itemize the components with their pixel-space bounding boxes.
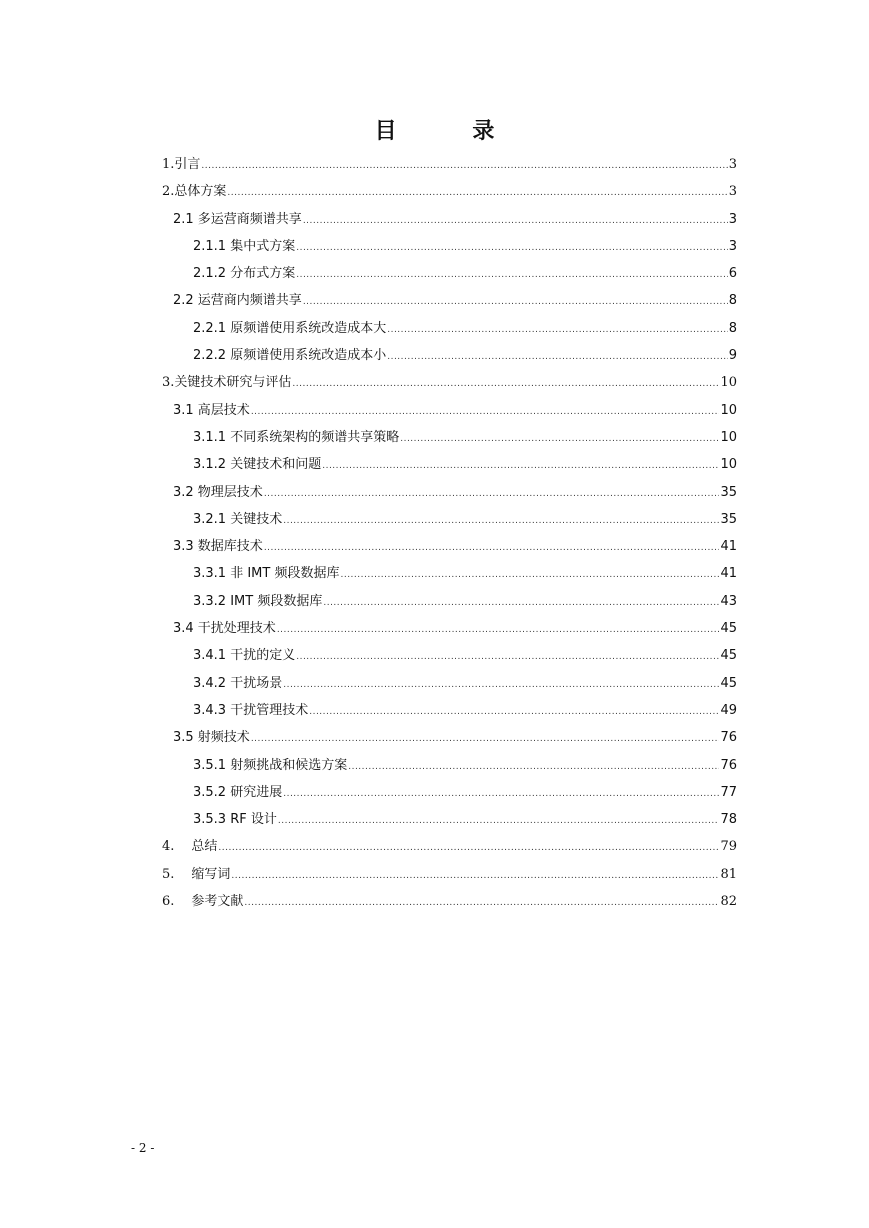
toc-entry[interactable]	[162, 615, 737, 642]
toc-entry-page: 82	[720, 894, 737, 910]
toc-entry-label: 2.2.2 原频谱使用系统改造成本小	[193, 348, 387, 364]
toc-entry-label: 3.4.1 干扰的定义	[193, 648, 296, 664]
toc-entry[interactable]	[162, 178, 737, 205]
toc-entry-page: 43	[720, 593, 737, 609]
toc-entry-page: 3	[728, 238, 737, 254]
toc-entry[interactable]	[162, 833, 737, 860]
toc-entry-label: 参考文献	[191, 894, 244, 910]
toc-entry-label: 2.1.1 集中式方案	[193, 238, 296, 254]
toc-leader-dots	[251, 726, 720, 753]
toc-entry-page: 6	[728, 266, 737, 282]
toc-entry[interactable]	[162, 397, 737, 424]
toc-entry[interactable]	[162, 206, 737, 233]
toc-entry-label: 1.引言	[162, 157, 201, 172]
toc-entry-page: 79	[720, 839, 737, 855]
toc-entry-label: 3.3.2 IMT 频段数据库	[193, 593, 323, 609]
toc-leader-dots	[323, 590, 719, 617]
toc-leader-dots	[283, 672, 719, 699]
page-number: - 2 -	[131, 1141, 155, 1155]
toc-entry-label: 2.总体方案	[162, 184, 227, 200]
toc-leader-dots	[303, 208, 728, 235]
page-title: 目 录	[374, 118, 529, 144]
toc-entry-label: 3.5.2 研究进展	[193, 784, 283, 800]
toc-entry-page: 9	[728, 348, 737, 364]
toc-entry[interactable]	[162, 315, 737, 342]
toc-entry-label: 2.2.1 原频谱使用系统改造成本大	[193, 320, 387, 336]
toc-entry-label: 3.4 干扰处理技术	[173, 621, 276, 637]
toc-leader-dots	[201, 153, 727, 180]
toc-entry[interactable]	[162, 779, 737, 806]
toc-entry-page: 45	[720, 675, 737, 691]
toc-entry-page: 10	[720, 457, 737, 473]
toc-leader-dots	[309, 699, 719, 726]
toc-entry-page: 45	[720, 648, 737, 664]
toc-entry-label: 3.5 射频技术	[173, 730, 250, 746]
toc-entry[interactable]	[162, 151, 737, 178]
toc-leader-dots	[251, 399, 720, 426]
toc-entry-label: 3.2 物理层技术	[173, 484, 263, 500]
toc-entry-page: 3	[728, 211, 737, 227]
toc-entry-page: 41	[720, 539, 737, 555]
toc-entry-label: 缩写词	[191, 866, 231, 882]
toc-leader-dots	[283, 781, 719, 808]
toc-leader-dots	[283, 508, 719, 535]
toc-leader-dots	[400, 426, 719, 453]
toc-leader-dots	[340, 562, 719, 589]
toc-leader-dots	[218, 835, 719, 862]
toc-entry-label: 3.4.2 干扰场景	[193, 675, 283, 691]
toc-entry-page: 3	[728, 157, 737, 172]
toc-entry-label: 3.3.1 非 IMT 频段数据库	[193, 566, 340, 582]
toc-entry-label: 3.1.2 关键技术和问题	[193, 457, 322, 473]
toc-entry-page: 8	[728, 293, 737, 309]
toc-leader-dots	[322, 453, 719, 480]
toc-leader-dots	[244, 890, 719, 917]
toc-entry-label: 3.关键技术研究与评估	[162, 375, 292, 391]
toc-leader-dots	[348, 754, 719, 781]
toc-entry[interactable]	[162, 479, 737, 506]
toc-entry-page: 45	[720, 621, 737, 637]
toc-entry-number: 5.	[162, 866, 175, 882]
toc-entry-page: 35	[720, 511, 737, 527]
toc-leader-dots	[227, 180, 727, 207]
toc-entry-label: 2.2 运营商内频谱共享	[173, 293, 302, 309]
toc-entry[interactable]	[162, 588, 737, 615]
toc-entry-label: 总结	[191, 839, 218, 855]
toc-entry-label: 3.5.3 RF 设计	[193, 812, 277, 828]
toc-entry-label: 3.3 数据库技术	[173, 539, 263, 555]
toc-entry-page: 49	[720, 702, 737, 718]
table-of-contents	[162, 151, 737, 915]
toc-leader-dots	[296, 235, 728, 262]
toc-entry[interactable]	[162, 560, 737, 587]
toc-entry-number: 6.	[162, 894, 175, 910]
toc-entry-page: 10	[720, 429, 737, 445]
toc-entry-page: 8	[728, 320, 737, 336]
toc-entry-label: 3.1 高层技术	[173, 402, 250, 418]
toc-entry-page: 76	[720, 757, 737, 773]
toc-entry[interactable]	[162, 506, 737, 533]
toc-entry[interactable]	[162, 424, 737, 451]
toc-entry[interactable]	[162, 642, 737, 669]
toc-entry[interactable]	[162, 697, 737, 724]
toc-entry[interactable]	[162, 806, 737, 833]
toc-entry-page: 10	[720, 375, 737, 391]
toc-leader-dots	[296, 262, 728, 289]
toc-entry-page: 10	[720, 402, 737, 418]
toc-entry[interactable]	[162, 724, 737, 751]
toc-entry-page: 76	[720, 730, 737, 746]
toc-entry-page: 3	[728, 184, 737, 200]
toc-entry-page: 81	[720, 866, 737, 882]
toc-leader-dots	[277, 617, 720, 644]
toc-leader-dots	[303, 289, 728, 316]
toc-entry-label: 2.1 多运营商频谱共享	[173, 211, 302, 227]
toc-entry-label: 3.1.1 不同系统架构的频谱共享策略	[193, 429, 400, 445]
toc-entry-page: 35	[720, 484, 737, 500]
toc-entry[interactable]	[162, 233, 737, 260]
toc-entry[interactable]	[162, 533, 737, 560]
toc-entry-page: 77	[720, 784, 737, 800]
toc-entry-label: 3.4.3 干扰管理技术	[193, 702, 309, 718]
toc-entry-label: 3.2.1 关键技术	[193, 511, 283, 527]
toc-entry[interactable]	[162, 260, 737, 287]
toc-leader-dots	[387, 317, 728, 344]
toc-entry-label: 3.5.1 射频挑战和候选方案	[193, 757, 348, 773]
toc-entry-label: 2.1.2 分布式方案	[193, 266, 296, 282]
toc-entry-page: 78	[720, 812, 737, 828]
toc-entry[interactable]	[162, 342, 737, 369]
toc-entry[interactable]	[162, 861, 737, 888]
toc-leader-dots	[292, 371, 719, 398]
toc-leader-dots	[264, 481, 720, 508]
toc-entry[interactable]	[162, 752, 737, 779]
toc-entry-number: 4.	[162, 839, 175, 855]
toc-entry-page: 41	[720, 566, 737, 582]
toc-leader-dots	[264, 535, 720, 562]
toc-entry[interactable]	[162, 888, 737, 915]
toc-leader-dots	[387, 344, 728, 371]
toc-entry[interactable]	[162, 670, 737, 697]
toc-entry[interactable]	[162, 451, 737, 478]
toc-leader-dots	[296, 644, 719, 671]
toc-entry[interactable]	[162, 287, 737, 314]
toc-leader-dots	[278, 808, 720, 835]
toc-leader-dots	[231, 863, 719, 890]
toc-entry[interactable]	[162, 369, 737, 396]
